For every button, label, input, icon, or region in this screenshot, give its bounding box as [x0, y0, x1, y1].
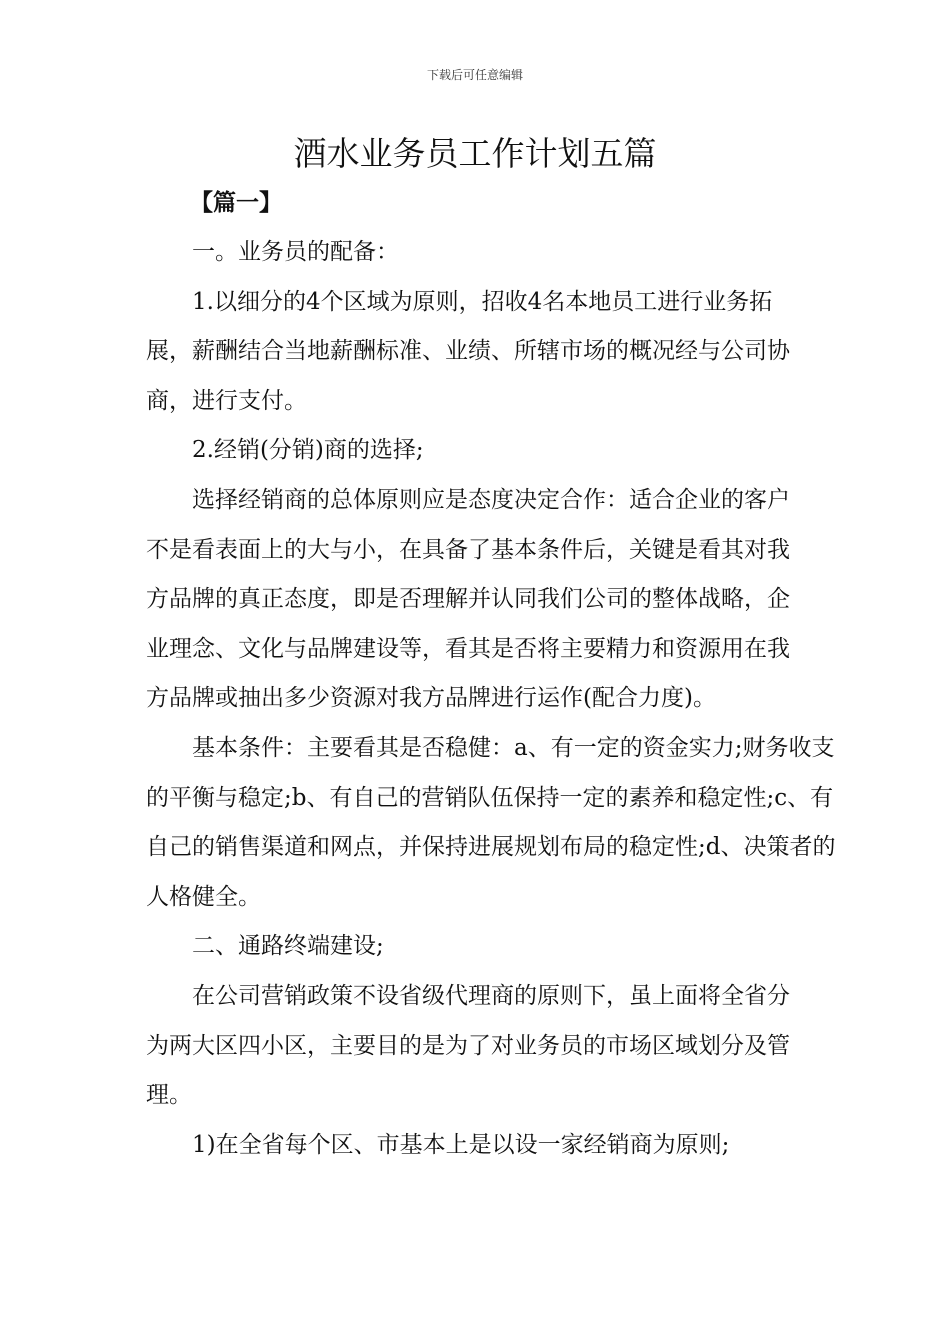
document-title: 酒水业务员工作计划五篇	[293, 134, 657, 173]
header-note: 下载后可任意编辑	[426, 68, 523, 82]
paragraph-channel-policy: 在公司营销政策不设省级代理商的原则下，虽上面将全省分为两大区四小区，主要目的是为了对业务员的市场区域划分及管理。	[146, 982, 790, 1109]
paragraph-basic-conditions: 基本条件：主要看其是否稳健：a、有一定的资金实力;财务收支的平衡与稳定;b、有自己的营销队伍保持一定的素养和稳定性;c、有自己的销售渠道和网点，并保持进展规划布局的稳定性;d、决策者的人格健全。	[146, 734, 836, 910]
paragraph-heading-dealer-selection: 2.经销(分销)商的选择;	[192, 437, 424, 464]
paragraph-heading-channel: 二、通路终端建设;	[192, 933, 384, 960]
document-body	[146, 228, 836, 1170]
paragraph-staffing-detail: 1.以细分的4个区域为原则，招收4名本地员工进行业务拓展，薪酬结合当地薪酬标准、业绩、所辖市场的概况经与公司协商，进行支付。	[146, 288, 790, 414]
paragraph-heading-staffing: 一。业务员的配备：	[192, 239, 399, 265]
section-heading: 【篇一】	[190, 190, 282, 216]
paragraph-channel-rule-1: 1)在全省每个区、市基本上是以设一家经销商为原则;	[192, 1131, 730, 1158]
paragraph-dealer-principle: 选择经销商的总体原则应是态度决定合作：适合企业的客户不是看表面上的大与小，在具备了基本条件后，关键是看其对我方品牌的真正态度，即是否理解并认同我们公司的整体战略，企业理念、文化与品牌建设等，看其是否将主要精力和资源用在我方品牌或抽出多少资源对我方品牌进行运作(配合力度)。	[146, 486, 790, 712]
